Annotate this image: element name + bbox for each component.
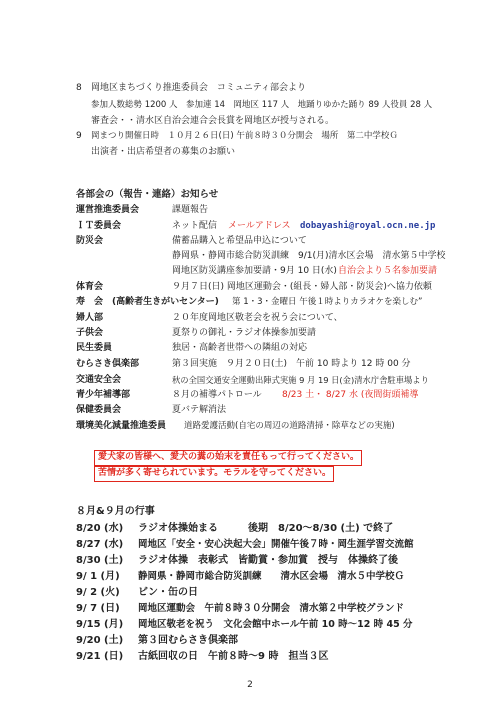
schedule-date: 9/ 7 (日)	[76, 603, 120, 614]
committee-name: むらさき倶楽部	[76, 359, 140, 369]
schedule-event: 古紙回収の日 午前８時～9 時 担当３区	[138, 651, 329, 662]
schedule-event: 静岡県・静岡市総合防災訓練 清水区会場 清水５中学校Ｇ	[138, 571, 405, 582]
schedule-date: 9/ 1 (月)	[76, 571, 120, 582]
committee-content: ８月の補導パトロール	[172, 390, 262, 400]
item-number: 8	[76, 83, 82, 93]
item-line: 岡地区まちづくり推進委員会 コミュニティ部会より	[91, 83, 307, 93]
item-line: 参加人数総勢 1200 人 参加連 14 岡地区 117 人 地踊りゆかた踊り 89 人役員 28 人	[91, 100, 433, 110]
notice-line: 愛犬家の皆様へ、愛犬の糞の始末を責任もって行ってください。	[98, 452, 360, 462]
committee-name: ＩＴ委員会	[76, 221, 122, 231]
committee-content: 秋の全国交通安全運動出陣式実施 9 月 19 日(金)清水庁舎駐車場より	[172, 375, 429, 385]
committee-content: 課題報告	[172, 205, 209, 215]
schedule-event: ラジオ体操 表彰式 皆勤賞・参加賞 授与 体操終了後	[138, 555, 398, 566]
schedule-event: ラジオ体操始まる 後期 8/20～8/30 (土) で終了	[138, 523, 394, 534]
schedule-event: 岡地区「安全・安心決起大会」開催午後７時・岡生涯学習交流館	[138, 539, 414, 550]
committee-name: 子供会	[76, 328, 104, 338]
schedule-date: 8/30 (土)	[76, 555, 124, 566]
committee-content: ネット配信	[172, 221, 218, 231]
item-line: 岡まつり開催日時 １０月２６日(日) 午前８時３０分開会 場所 第二中学校Ｇ	[91, 131, 398, 141]
committee-name: 交通安全会	[76, 375, 122, 385]
schedule-event: 第３回むらさき倶楽部	[138, 635, 238, 646]
committee-name: 婦人部	[76, 313, 104, 323]
committee-red-note: 自治会より５名参加要請	[338, 266, 438, 276]
committee-content: 第 1・3・金曜日 午後１時よりカラオケを楽しむ”	[232, 297, 423, 307]
committee-content: 夏バテ解消法	[172, 405, 227, 415]
schedule-date: 9/15 (月)	[76, 619, 124, 630]
committee-name: 環境美化減量推進委員	[76, 421, 167, 431]
committee-name: 運営推進委員会	[76, 205, 140, 215]
committee-name: 青少年補導部	[76, 390, 131, 400]
schedule-date: 9/ 2 (火)	[76, 587, 120, 598]
schedule-date: 8/27 (水)	[76, 539, 124, 550]
committee-content: ２０年度岡地区敬老会を祝う会について、	[172, 313, 343, 323]
item-line: 出演者・出店希望者の募集のお願い	[91, 147, 236, 157]
committee-content: 岡地区防災講座参加要請・9月 10 日(水)	[172, 266, 337, 276]
schedule-event: 岡地区敬老を祝う 文化会館中ホール午前 10 時～12 時 45 分	[138, 619, 413, 630]
email-address[interactable]: dobayashi@royal.ocn.ne.jp	[300, 221, 436, 231]
committee-name: 防災会	[76, 236, 104, 246]
committee-content: 独居・高齢者世帯への隣組の対応	[172, 343, 308, 353]
committee-name: 民生委員	[76, 343, 113, 353]
committee-content: 第３回実施 ９月２０日(土) 午前 10 時より 12 時 00 分	[172, 359, 411, 369]
notice-line: 苦情が多く寄せられています。モラルを守ってください。	[98, 468, 332, 478]
committee-content: 道路愛護活動(自宅の周辺の道路清掃・除草などの実施)	[184, 421, 395, 431]
committee-content: 夏祭りの御礼・ラジオ体操参加要請	[172, 328, 317, 338]
committee-name: 保健委員会	[76, 405, 122, 415]
committee-content: 備蓄品購入と希望品申込について	[172, 236, 307, 246]
email-label: メールアドレス	[228, 221, 291, 231]
committee-red-note: 8/23 土・ 8/27 水 (夜間街頭補導	[282, 390, 419, 400]
item-number: 9	[76, 131, 82, 141]
schedule-title: ８月&９月の行事	[76, 506, 155, 517]
schedule-date: 8/20 (水)	[76, 523, 124, 534]
committee-content: 静岡県・静岡市総合防災訓練 9/1(月)清水区会場 清水第５中学校	[172, 251, 446, 261]
schedule-date: 9/20 (土)	[76, 635, 124, 646]
page-number: 2	[247, 680, 253, 690]
committee-name: 寿 会 (高齢者生きがいセンター)	[76, 297, 219, 307]
schedule-event: ビン・缶の日	[138, 587, 198, 598]
schedule-date: 9/21 (日)	[76, 651, 124, 662]
committee-name: 体育会	[76, 282, 104, 292]
item-line: 審査会・・清水区自治会連合会長賞を岡地区が授与される。	[91, 116, 335, 126]
section-title: 各部会の（報告・連絡）お知らせ	[76, 189, 219, 200]
committee-content: ９月７日(日) 岡地区運動会・(組長・婦人部・防災会)へ協力依頼	[172, 282, 432, 292]
schedule-event: 岡地区運動会 午前８時３０分開会 清水第２中学校グランド	[138, 603, 405, 614]
